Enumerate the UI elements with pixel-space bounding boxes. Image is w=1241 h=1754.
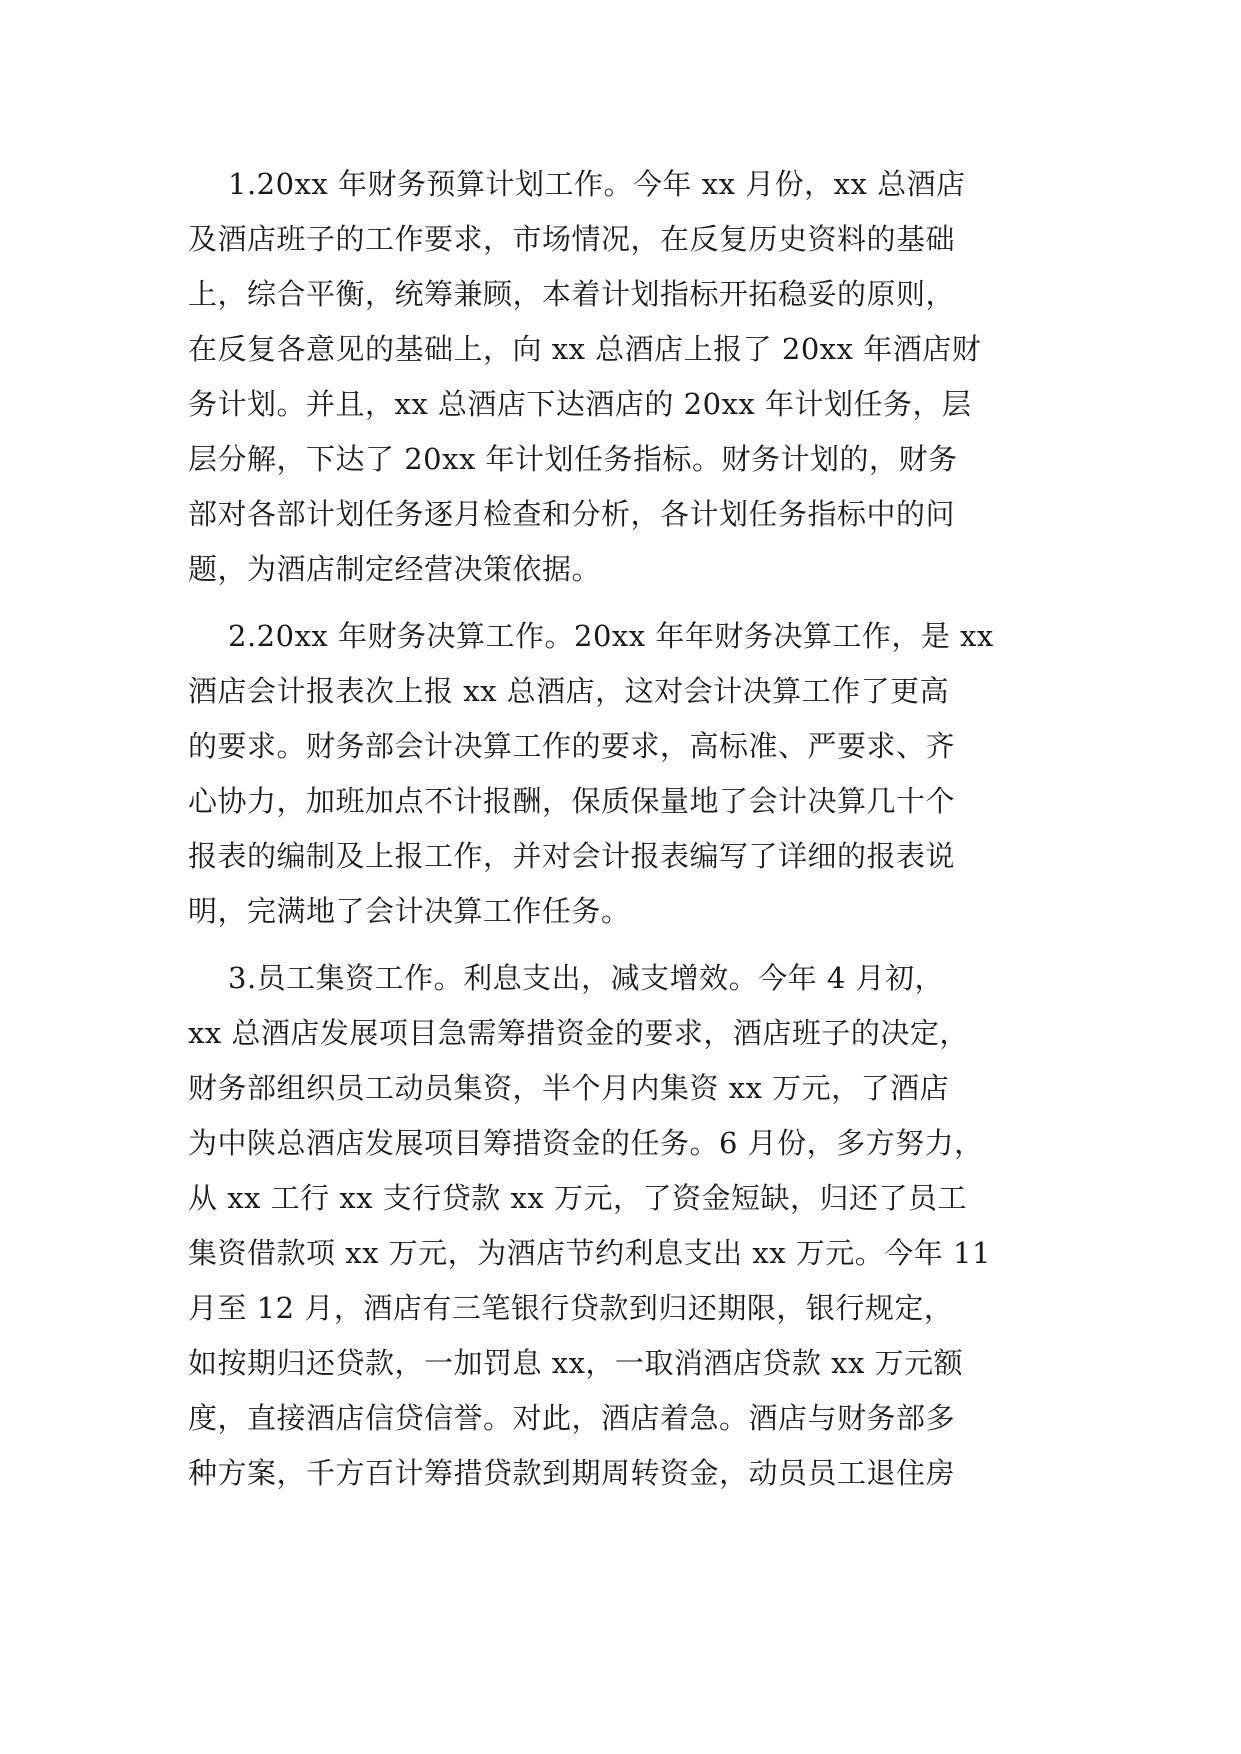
text-line: 2.20xx 年财务决算工作。20xx 年年财务决算工作，是 xx [228, 619, 994, 653]
text-line: 明，完满地了会计决算工作任务。 [188, 894, 631, 928]
text-line: 月至 12 月，酒店有三笔银行贷款到归还期限，银行规定， [188, 1291, 954, 1325]
text-line: 层分解，下达了 20xx 年计划任务指标。财务计划的，财务 [188, 442, 958, 476]
text-line: 部对各部计划任务逐月检查和分析，各计划任务指标中的问 [188, 497, 956, 531]
text-line: 心协力，加班加点不计报酬，保质保量地了会计决算几十个 [188, 784, 956, 818]
text-line: 1.20xx 年财务预算计划工作。今年 xx 月份，xx 总酒店 [228, 167, 966, 201]
text-line: xx 总酒店发展项目急需筹措资金的要求，酒店班子的决定， [188, 1016, 969, 1050]
text-line: 如按期归还贷款，一加罚息 xx，一取消酒店贷款 xx 万元额 [188, 1346, 964, 1380]
text-line: 酒店会计报表次上报 xx 总酒店，这对会计决算工作了更高 [188, 674, 950, 708]
text-line: 财务部组织员工动员集资，半个月内集资 xx 万元，了酒店 [188, 1071, 950, 1105]
text-line: 集资借款项 xx 万元，为酒店节约利息支出 xx 万元。今年 11 [188, 1236, 991, 1270]
text-line: 从 xx 工行 xx 支行贷款 xx 万元，了资金短缺，归还了员工 [188, 1181, 967, 1215]
text-line: 上，综合平衡，统筹兼顾，本着计划指标开拓稳妥的原则， [188, 277, 956, 311]
text-line: 题，为酒店制定经营决策依据。 [188, 552, 602, 586]
text-line: 为中陕总酒店发展项目筹措资金的任务。6 月份，多方努力， [188, 1126, 984, 1160]
text-line: 度，直接酒店信贷信誉。对此，酒店着急。酒店与财务部多 [188, 1401, 956, 1435]
text-line: 种方案，千方百计筹措贷款到期周转资金，动员员工退住房 [188, 1456, 956, 1490]
text-line: 3.员工集资工作。利息支出，减支增效。今年 4 月初， [228, 961, 945, 995]
text-line: 在反复各意见的基础上，向 xx 总酒店上报了 20xx 年酒店财 [188, 332, 982, 366]
text-line: 及酒店班子的工作要求，市场情况，在反复历史资料的基础 [188, 222, 956, 256]
text-line: 务计划。并且，xx 总酒店下达酒店的 20xx 年计划任务，层 [188, 387, 972, 421]
text-line: 报表的编制及上报工作，并对会计报表编写了详细的报表说 [188, 839, 956, 873]
text-line: 的要求。财务部会计决算工作的要求，高标准、严要求、齐 [188, 729, 956, 763]
